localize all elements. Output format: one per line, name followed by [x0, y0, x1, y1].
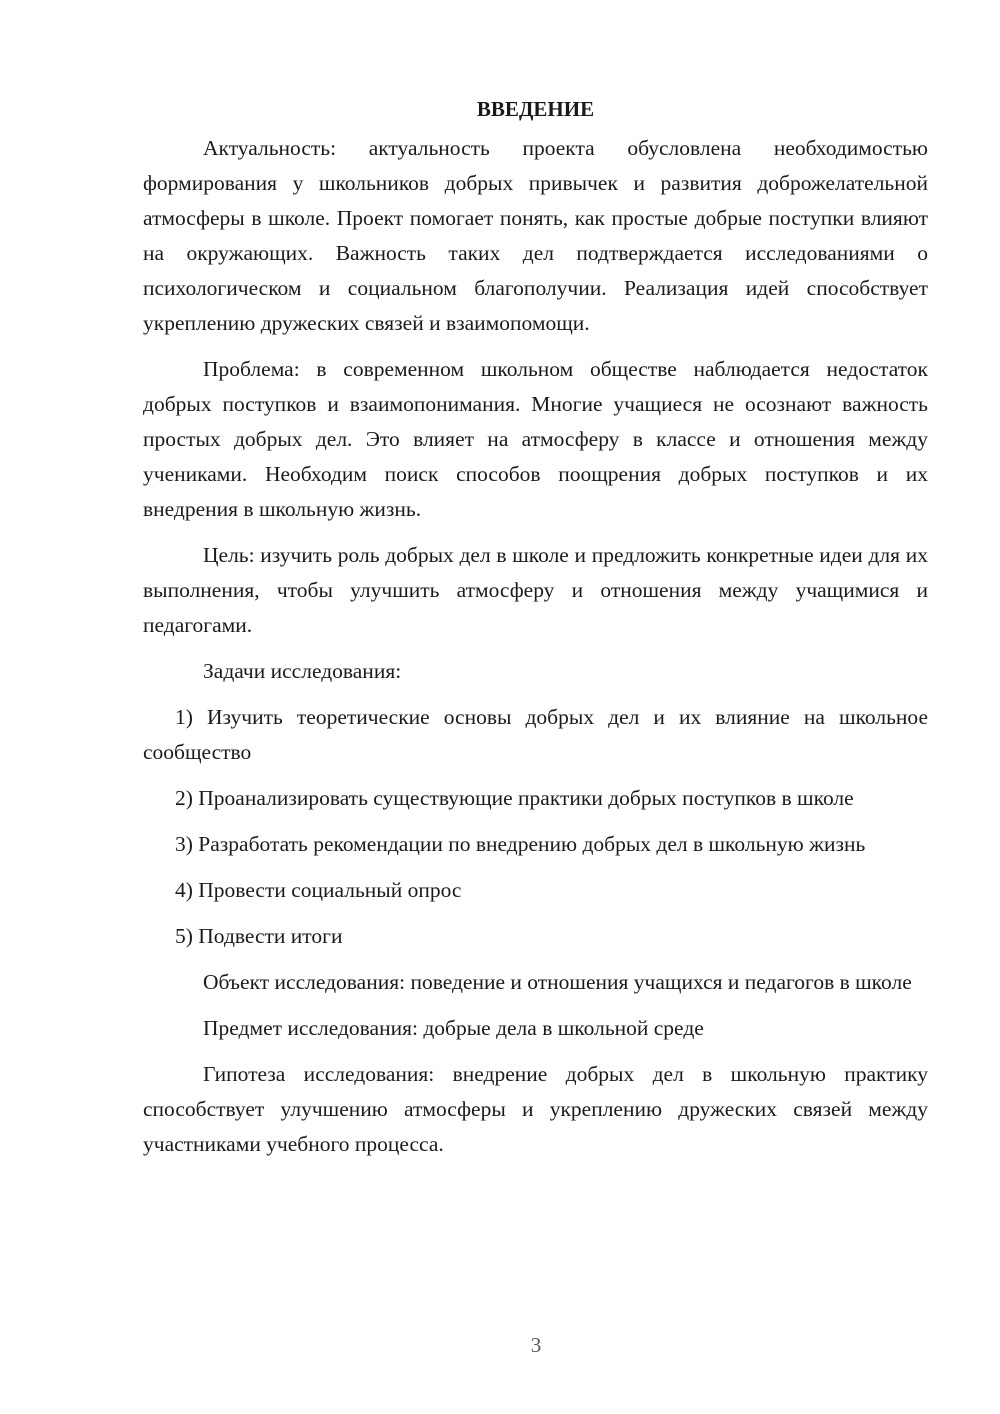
task-item-1: 1) Изучить теоретические основы добрых дел и их влияние на школьное сообщество [143, 705, 928, 764]
page-number: 3 [530, 1333, 542, 1357]
relevance-paragraph: Актуальность: актуальность проекта обусловлена необходимостью формирования у школьников добрых привычек и развития доброжелательной атмосферы в школе. Проект помогает понять, как простые добрые поступки влияют на окружающих. Важность таких дел подтверждается исследованиями о психологическом и социальном благополучии. Реализация идей способствует укреплению дружеских связей и взаимопомощи. [143, 136, 928, 335]
task-item-2: 2) Проанализировать существующие практики добрых поступков в школе [175, 786, 854, 810]
tasks-heading: Задачи исследования: [203, 659, 402, 683]
task-item-4: 4) Провести социальный опрос [175, 878, 462, 902]
task-item-5: 5) Подвести итоги [175, 924, 343, 948]
task-item-3: 3) Разработать рекомендации по внедрению добрых дел в школьную жизнь [175, 832, 866, 856]
goal-paragraph: Цель: изучить роль добрых дел в школе и предложить конкретные идеи для их выполнения, чтобы улучшить атмосферу и отношения между учащимися и педагогами. [143, 543, 928, 637]
object-paragraph: Объект исследования: поведение и отношения учащихся и педагогов в школе [203, 970, 912, 994]
document-page [143, 92, 928, 1173]
hypothesis-paragraph: Гипотеза исследования: внедрение добрых дел в школьную практику способствует улучшению атмосферы и укреплению дружеских связей между участниками учебного процесса. [143, 1062, 928, 1156]
problem-paragraph: Проблема: в современном школьном обществе наблюдается недостаток добрых поступков и взаимопонимания. Многие учащиеся не осознают важность простых добрых дел. Это влияет на атмосферу в классе и отношения между учениками. Необходим поиск способов поощрения добрых поступков и их внедрения в школьную жизнь. [143, 357, 928, 521]
subject-paragraph: Предмет исследования: добрые дела в школьной среде [203, 1016, 704, 1040]
page-title: ВВЕДЕНИЕ [476, 97, 595, 121]
